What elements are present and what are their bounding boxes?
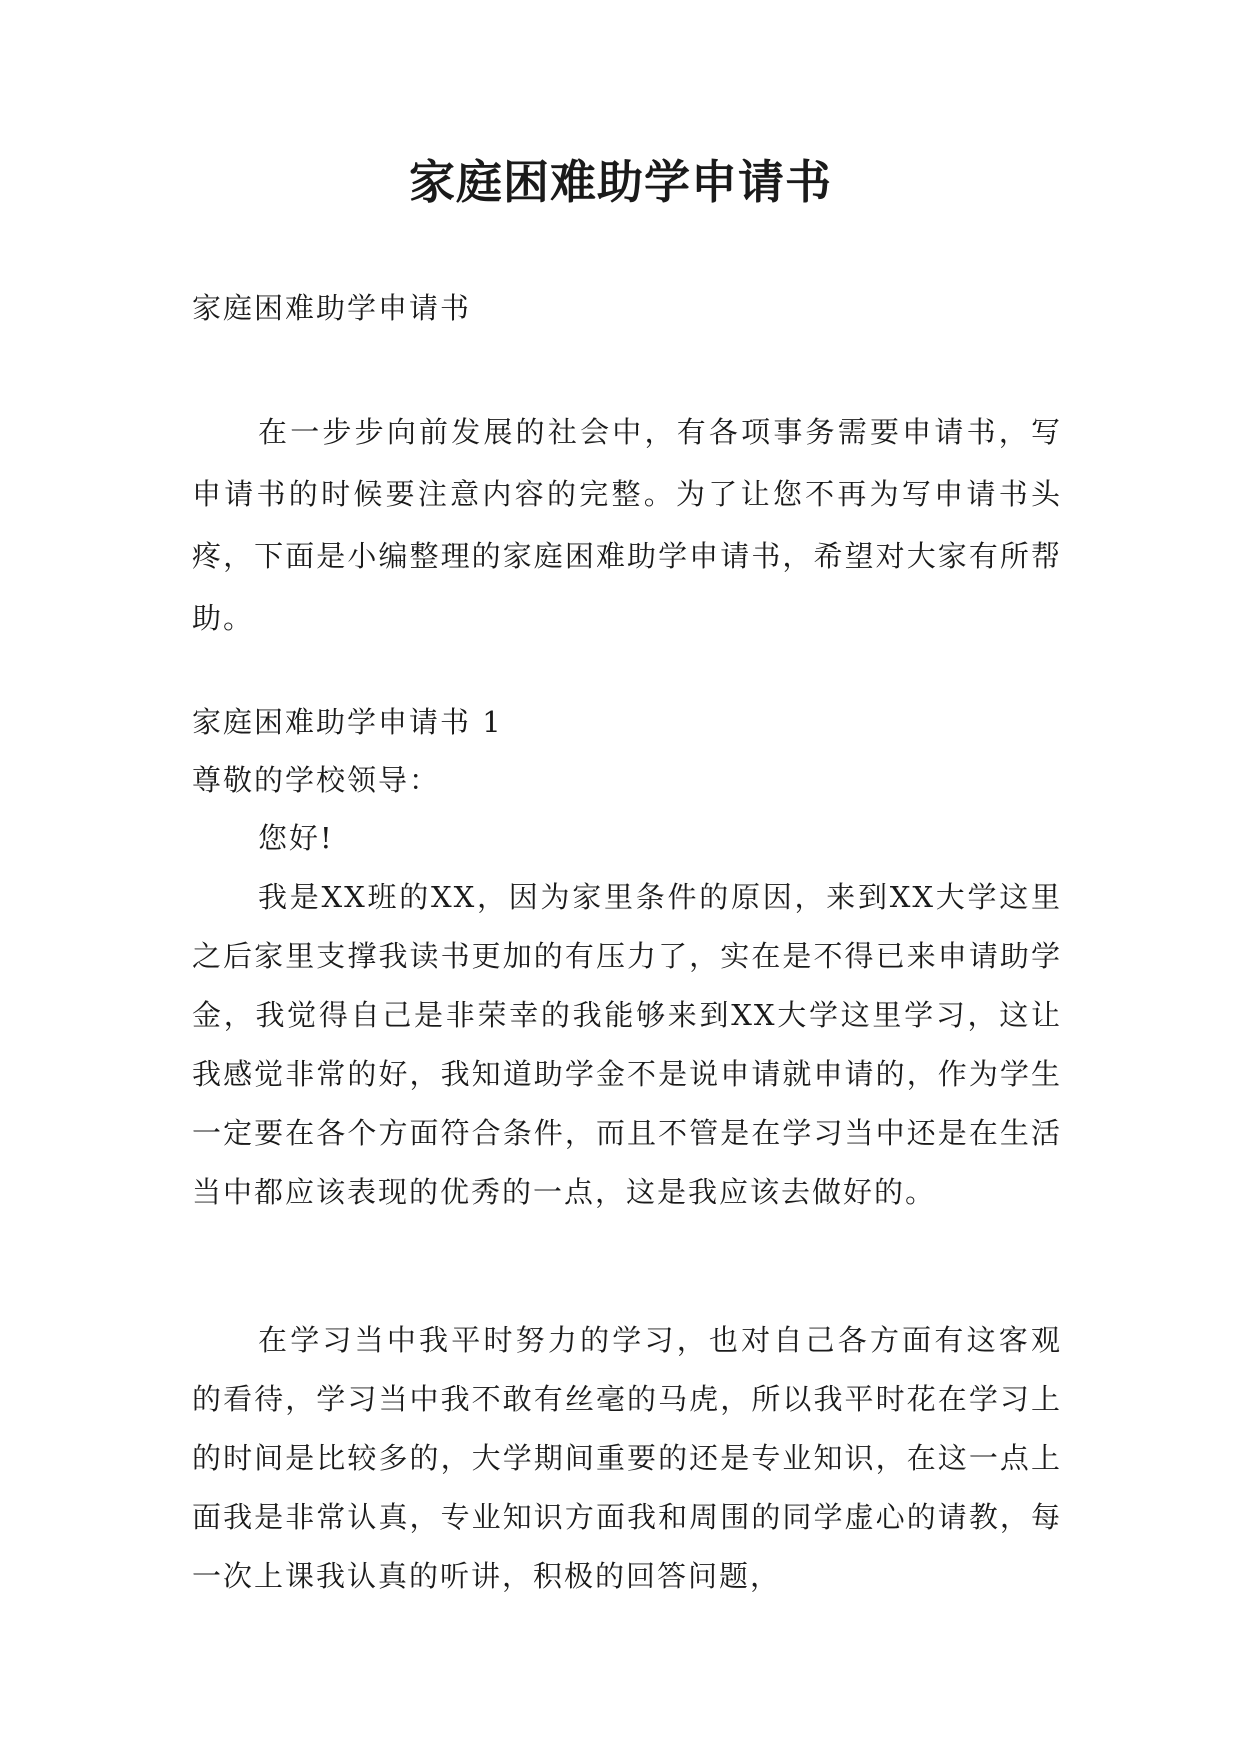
salutation: 尊敬的学校领导：: [192, 763, 441, 797]
section-heading: 家庭困难助学申请书 1: [192, 705, 503, 739]
document-subtitle: 家庭困难助学申请书: [192, 291, 472, 325]
greeting: 您好!: [258, 821, 334, 855]
body-paragraph: 我是XX班的XX，因为家里条件的原因，来到XX大学这里之后家里支撑我读书更加的有压力了，实在是不得已来申请助学金，我觉得自己是非荣幸的我能够来到XX大学这里学习，这让我感觉非常的好，我知道助学金不是说申请就申请的，作为学生一定要在各个方面符合条件，而且不管是在学习当中还是在生活当中都应该表现的优秀的一点，这是我应该去做好的。: [192, 880, 1062, 1209]
intro-paragraph: 在一步步向前发展的社会中，有各项事务需要申请书，写申请书的时候要注意内容的完整。为了让您不再为写申请书头疼，下面是小编整理的家庭困难助学申请书，希望对大家有所帮助。: [192, 415, 1062, 635]
document-title: 家庭困难助学申请书: [409, 155, 832, 209]
body-paragraph: 在学习当中我平时努力的学习，也对自己各方面有这客观的看待，学习当中我不敢有丝毫的马虎，所以我平时花在学习上的时间是比较多的，大学期间重要的还是专业知识，在这一点上面我是非常认真，专业知识方面我和周围的同学虚心的请教，每一次上课我认真的听讲，积极的回答问题，: [192, 1323, 1062, 1593]
